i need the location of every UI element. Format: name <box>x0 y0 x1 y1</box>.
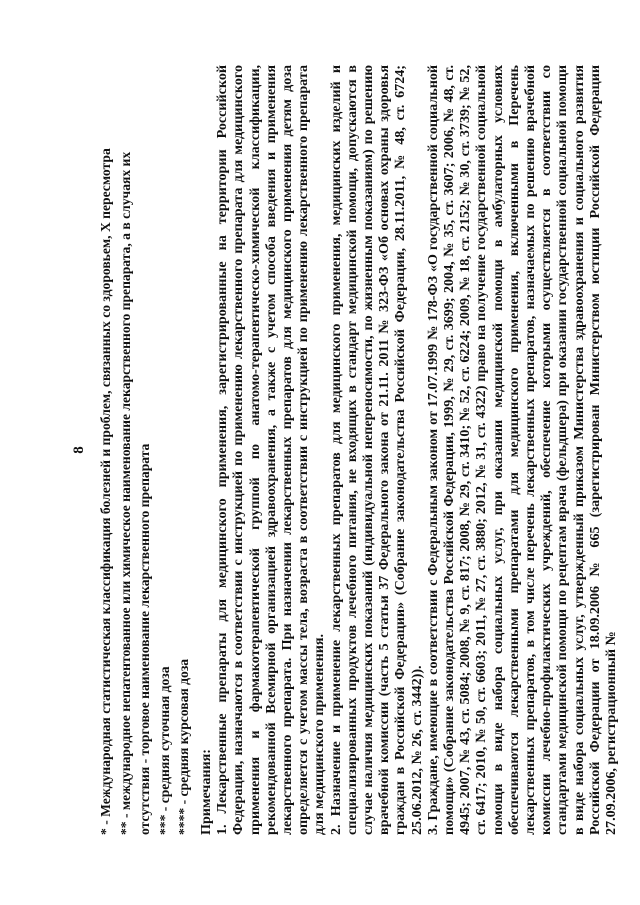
footnote-inn: ** - международное непатентованное или химическое наименование лекарственного препарата, а в случаях их <box>117 151 133 835</box>
footnote-icd: * - Международная статистическая классификация болезней и проблем, связанных со здоровьем, X пересмотра <box>98 148 113 835</box>
note-item-3: 3. Граждане, имеющие в соответствии с Федеральным законом от 17.07.1999 № 178-ФЗ «О государственной социальной помощи» (Собрание законодательства Российской Федерации, 1999, № 29, ст. 3699; 2004, № 35, ст. 3607; 2006, № 48, ст. 4945; 2007, № 43, ст. 5084; 2008, № 9, ст. 817; 2008, № 29, ст. 3410; № 52, ст. 6224; 2009, № 18, ст. 2152; № 30, ст. 3739; № 52, ст. 6417; 2010, № 50, ст. 6603; 2011, № 27, ст. 3880; 2012, № 31, ст. 4322) право на получение государственной социальной помощи в виде набора социальных услуг, при оказании медицинской помощи в амбулаторных условиях обеспечиваются лекарственными препаратами для медицинского применения, включенными в Перечень лекарственных препаратов, в том числе перечень лекарственных препаратов, назначаемых по решению врачебной комиссии лечебно-профилактических учреждений, обеспечение которыми осуществляется в соответствии со стандартами медицинской помощи по рецептам врача (фельдшера) при оказании государственной социальной помощи в виде набора социальных услуг, утвержденный приказом Министерства здравоохранения и социального развития Российской Федерации от 18.09.2006 № 665 (зарегистрирован Министерством юстиции Российской Федерации 27.09.2006, регистрационный № <box>424 65 620 835</box>
footnote-course-dose: **** - средняя курсовая доза <box>176 658 191 835</box>
notes-section <box>198 65 619 835</box>
footnote-inn-continued: отсутствия - торговое наименование лекарственного препарата <box>137 443 152 835</box>
note-item-2: 2. Назначение и применение лекарственных препаратов для медицинского применения, медицинских изделий и специализированных продуктов лечебного питания, не входящих в стандарт медицинской помощи, допускаются в случае наличия медицинских показаний (индивидуальной непереносимости, по жизненным показаниям) по решению врачебной комиссии (часть 5 статьи 37 Федерального закона от 21.11. 2011 № 323-ФЗ «Об основах охраны здоровья граждан в Российской Федерации» (Собрание законодательства Российской Федерации, 28.11.2011, № 48, ст. 6724; 25.06.2012, № 26, ст. 3442)). <box>327 65 425 835</box>
footnotes <box>96 65 194 835</box>
page-number: 8 <box>71 446 87 454</box>
note-item-1: 1. Лекарственные препараты для медицинского применения, зарегистрированные на территории Российской Федерации, назначаются в соответствии с инструкцией по применению лекарственного препарата для медицинского применения и фармакотерапевтической группой по анатомо-терапевтическо-химической классификации, рекомендованной Всемирной организацией здравоохранения, а также с учетом способа введения и применения лекарственного препарата. При назначении лекарственных препаратов для медицинского применения детям доза определяется с учетом массы тела, возраста в соответствии с инструкцией по применению лекарственного препарата для медицинского применения. <box>214 65 328 835</box>
footnote-daily-dose: *** - средняя суточная доза <box>156 666 172 835</box>
notes-heading: Примечания: <box>198 749 214 835</box>
rotated-page <box>70 65 620 835</box>
